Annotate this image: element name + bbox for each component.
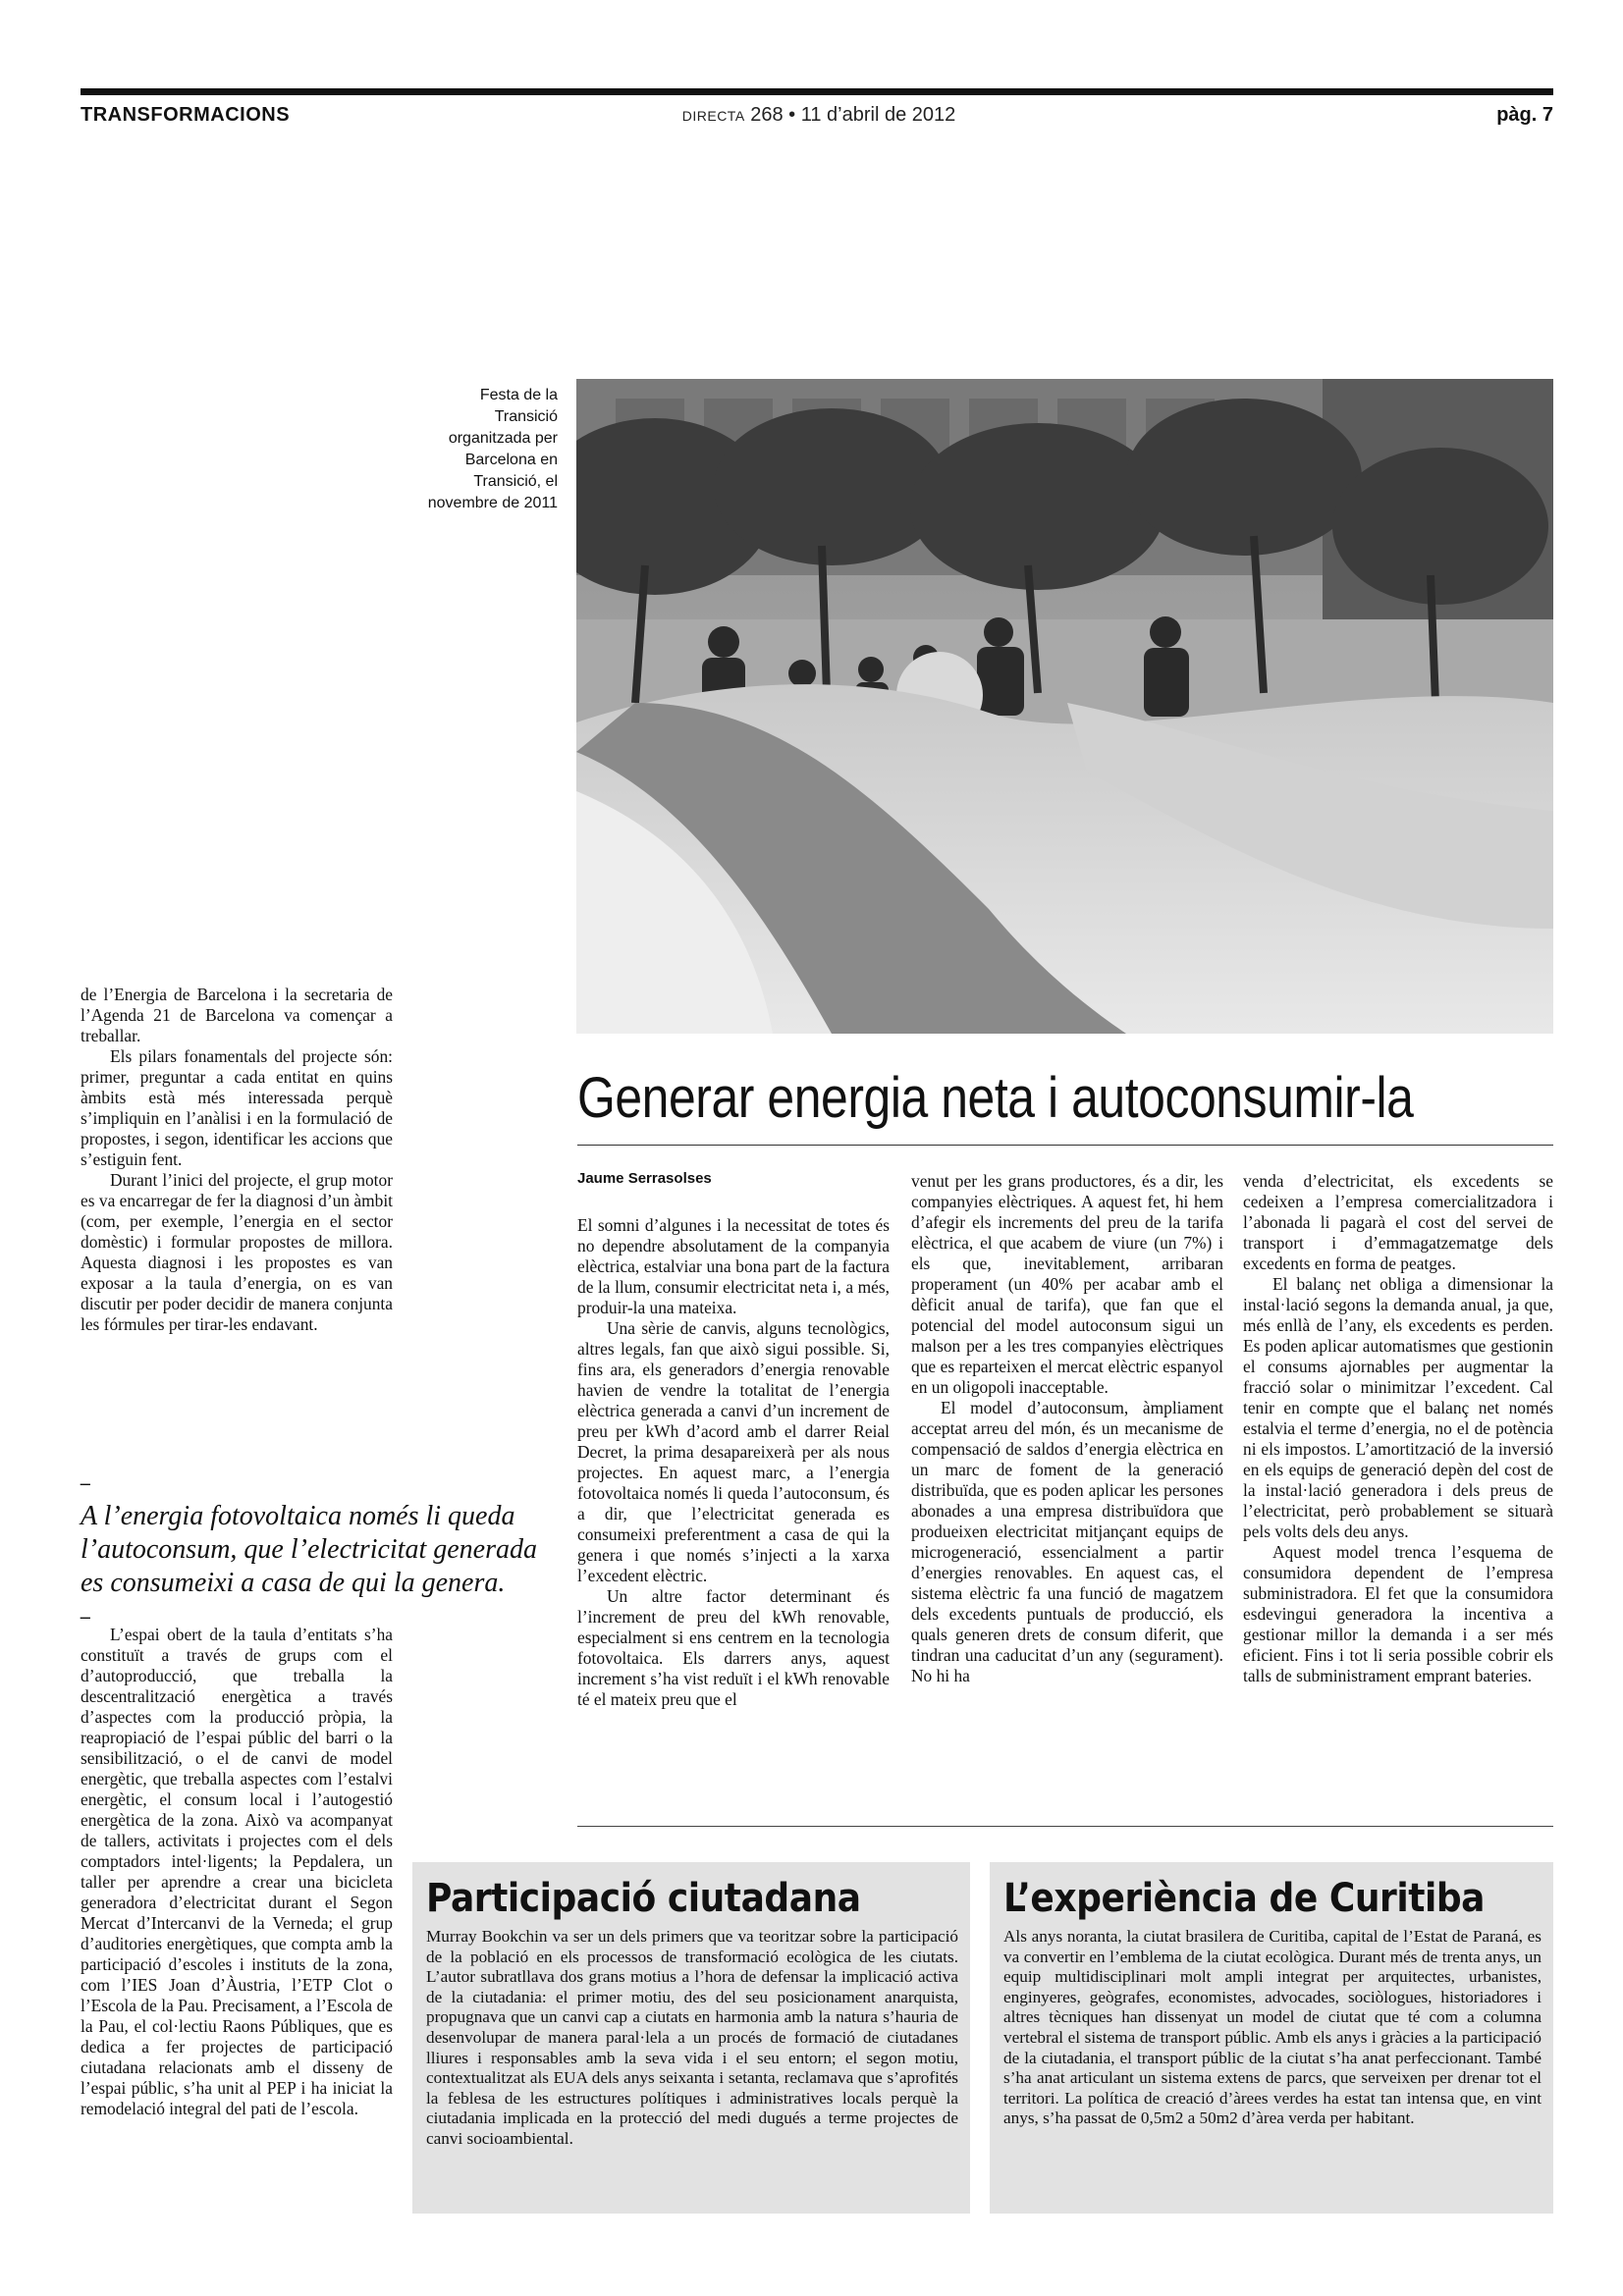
- caption-line: Transició, el: [473, 473, 558, 490]
- paragraph: El balanç net obliga a dimensionar la instal·lació segons la demanda anual, ja que, més enllà de l’any, els excedents es perden. Es poden aplicar automatismes que gestionin el consums ajornables per augmentar la fracció solar o minimitzar l’excedent. Cal tenir en compte que el balanç net només estalvia el terme d’energia, no el de potència ni els impostos. L’amortització de la inversió en els equips de generació depèn del cost de la instal·lació generadora i dels preus de l’electricitat, però probablement se situarà pels volts dels deu anys.: [1243, 1274, 1553, 1541]
- paragraph: venda d’electricitat, els excedents se cedeixen a l’empresa comercialitzadora i l’abonada li pagarà el cost del servei de transport i d’emmagatzematge dels excedents en forma de peatges.: [1243, 1171, 1553, 1273]
- paragraph: Aquest model trenca l’esquema de consumidora dependent de l’empresa subministradora. El fet que la consumidora esdevingui generadora la incentiva a gestionar millor la demanda i a ser més eficient. Fins i tot li seria possible cobrir els talls de subministrament emprant bateries.: [1243, 1542, 1553, 1685]
- issue-line: [672, 104, 966, 127]
- photo-caption: [393, 385, 558, 514]
- sidebar-box-curitiba: [990, 1862, 1553, 2214]
- section-name: TRANSFORMACIONS: [81, 104, 291, 126]
- quote-dash: –: [81, 1472, 90, 1494]
- article-column-4: [1243, 1171, 1553, 1686]
- caption-line: organitzada per: [448, 430, 558, 447]
- photo-illustration: [576, 379, 1553, 1034]
- author-byline: Jaume Serrasolses: [577, 1170, 712, 1187]
- article-column-3: [911, 1171, 1223, 1686]
- article-end-rule: [577, 1826, 1553, 1827]
- article-title: Generar energia neta i autoconsumir-la: [577, 1066, 1414, 1130]
- paragraph: Durant l’inici del projecte, el grup motor es va encarregar de fer la diagnosi d’un àmbit (com, per exemple, l’energia en el sector domèstic) i formular propostes de millora. Aquesta diagnosi i les propostes es van exposar a la taula d’energia, on es van discutir per poder decidir de manera conjunta les fórmules per tirar-les endavant.: [81, 1170, 393, 1334]
- paragraph: de l’Energia de Barcelona i la secretaria de l’Agenda 21 de Barcelona va començar a treballar.: [81, 985, 393, 1045]
- caption-line: Transició: [494, 408, 558, 425]
- quote-dash: –: [81, 1606, 90, 1628]
- festival-photo: [576, 379, 1553, 1034]
- paragraph: L’espai obert de la taula d’entitats s’ha constituït a través de grups com el d’autoproducció, que treballa la descentralització energètica a través d’aspectes com la producció pròpia, la reapropiació de l’espai públic del barri o la sensibilització, o el de canvi de model energètic, que treballa aspectes com l’estalvi energètic, el consum local i l’autogestió energètica de la zona. Això va acompanyat de tallers, activitats i projectes com el dels comptadors intel·ligents; la Pepdalera, un taller per aprendre a crear una bicicleta generadora d’electricitat durant el Segon Mercat d’Intercanvi de la Verneda; el grup d’auditories energètiques, que compta amb la participació d’escoles i instituts de la zona, com l’IES Joan d’Àustria, l’ETP Clot o l’Escola de la Pau. Precisament, a l’Escola de la Pau, el col·lectiu Raons Públiques, que es dedica a fer projectes de participació ciutadana relacionats amb el disseny de l’espai públic, s’ha unit al PEP i ha iniciat la remodelació integral del pati de l’escola.: [81, 1625, 393, 2118]
- paragraph: El model d’autoconsum, àmpliament acceptat arreu del món, és un mecanisme de compensació de saldos d’energia elèctrica en un marc de foment de la generació distribuïda, que es poden aplicar les persones abonades a una empresa distribuïdora que produeixen electricitat mitjançant equips de microgeneració, essencialment a partir d’energies renovables. En aquest cas, el sistema elèctric fa una funció de magatzem dels excedents puntuals de producció, els quals generen drets de consum diferit, que tindran una caducitat d’un any (segurament). No hi ha: [911, 1398, 1223, 1685]
- pull-quote: [81, 1467, 552, 1633]
- page-number: pàg. 7: [1496, 104, 1553, 126]
- caption-line: Festa de la: [479, 387, 558, 403]
- box-text: Murray Bookchin va ser un dels primers que va teoritzar sobre la participació de la població en els processos de transformació ecològica de les ciutats. L’autor subratllava dos grans motius a l’hora de defensar la implicació activa de la ciutadania: el primer motiu, des del seu posicionament anarquista, propugnava que un canvi cap a ciutats en harmonia amb la natura s’hauria de desenvolupar de manera paral·lela a un procés de formació de ciutadanes lliures i responsables amb la seva vida i el seu entorn; el segon motiu, contextualitzat als EUA dels anys seixanta i setanta, reclamava que s’aprofités la feblesa de les estructures polítiques i administratives locals perquè la ciutadania implicada en la protecció del medi dugués a terme projectes de canvi socioambiental.: [426, 1927, 958, 2148]
- paragraph: Un altre factor determinant és l’increment de preu del kWh renovable, especialment si ens centrem en la tecnologia fotovoltaica. Els darrers anys, aquest increment s’ha vist reduït i el kWh renovable té el mateix preu que el: [577, 1586, 890, 1709]
- publication-name: DIRECTA: [681, 108, 745, 124]
- paragraph: Els pilars fonamentals del projecte són: primer, preguntar a cada entitat en quins àmbits està més interessada perquè s’impliquin en l’anàlisi i en la formulació de propostes, i segon, identificar les accions que s’estiguin fent.: [81, 1046, 393, 1169]
- caption-line: Barcelona en: [464, 452, 558, 468]
- paragraph: venut per les grans productores, és a dir, les companyies elèctriques. A aquest fet, hi hem d’afegir els increments del preu de la tarifa elèctrica, el que acabem de viure (un 7%) i els que, inevitablement, arribaran properament (un 40% per acabar amb el dèficit anual de tarifa), que fan que el potencial del model autoconsum sigui un malson per a les tres companyies elèctriques que es reparteixen el mercat elèctric espanyol en un oligopoli inacceptable.: [911, 1171, 1223, 1397]
- paragraph: El somni d’algunes i la necessitat de totes és no dependre absolutament de la companyia elèctrica, estalviar una bona part de la factura de la llum, consumir electricitat neta i, a més, produir-la una mateixa.: [577, 1215, 890, 1317]
- paragraph: Una sèrie de canvis, alguns tecnològics, altres legals, fan que això sigui possible. Si, fins ara, els generadors d’energia renovable havien de vendre la totalitat de l’energia elèctrica generada a canvi d’un increment de preu per kWh d’acord amb el darrer Reial Decret, la prima desapareixerà per als nous projectes. En aquest marc, a l’energia fotovoltaica només li queda l’autoconsum, és a dir, que l’electricitat generada es consumeixi preferentment a casa de qui la genera i que només s’injecti a la xarxa l’excedent elèctric.: [577, 1318, 890, 1585]
- box-title: L’experiència de Curitiba: [1003, 1876, 1486, 1921]
- article-column-1b: [81, 1625, 393, 2119]
- pull-quote-text: A l’energia fotovoltaica només li queda l’autoconsum, que l’electricitat generada es consumeixi a casa de qui la genera.: [81, 1501, 537, 1598]
- box-text: Als anys noranta, la ciutat brasilera de Curitiba, capital de l’Estat de Paraná, es va convertir en l’emblema de la ciutat ecològica. Durant més de trenta anys, un equip multidisciplinari molt ampli integrat per arquitectes, urbanistes, enginyeres, geògrafes, economistes, advocades, sociòlogues, historiadores i altres tècniques han dissenyat un model de ciutat que té com a columna vertebral el sistema de transport públic. Amb els anys i gràcies a la participació de la ciutadania, el transport públic de la ciutat s’ha anat perfeccionant. També s’ha anat articulant un sistema extens de parcs, que serveixen per drenar tot el territori. La política de creació d’àrees verdes ha estat tan intensa que, en vint anys, s’ha passat de 0,5m2 a 50m2 d’àrea verda per habitant.: [1003, 1927, 1542, 2128]
- issue-date: 268 • 11 d’abril de 2012: [750, 104, 956, 126]
- box-title: Participació ciutadana: [426, 1876, 861, 1921]
- article-column-1: [81, 985, 393, 1335]
- article-column-2: [577, 1215, 890, 1710]
- caption-line: novembre de 2011: [427, 495, 558, 511]
- sidebar-box-participacio: [412, 1862, 970, 2214]
- title-rule: [577, 1145, 1553, 1146]
- top-rule: [81, 88, 1553, 95]
